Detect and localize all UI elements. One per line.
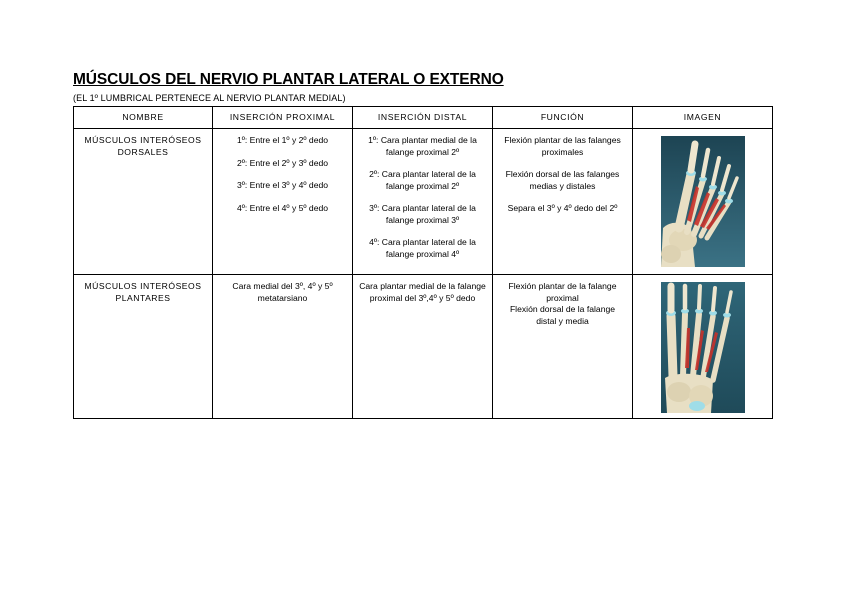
list-item: Separa el 3º y 4º dedo del 2º xyxy=(507,203,618,213)
foot-plantar-interossei-image xyxy=(661,282,745,413)
list-item: Flexión plantar de la falange proximal xyxy=(508,281,617,303)
list-item: 3º: Cara plantar lateral de la falange proximal 3º xyxy=(369,203,476,225)
foot-dorsal-interossei-image xyxy=(661,136,745,267)
list-item: Cara plantar medial de la falange proximal del 3º,4º y 5º dedo xyxy=(359,281,486,303)
muscle-name-line: MÚSCULOS INTERÓSEOS xyxy=(84,281,202,291)
column-header-nombre: NOMBRE xyxy=(74,107,213,129)
cell-imagen xyxy=(633,275,773,419)
muscle-name-line: PLANTARES xyxy=(115,292,171,303)
muscle-name-line: MÚSCULOS INTERÓSEOS xyxy=(84,135,202,145)
table-header-row xyxy=(74,107,773,129)
list-item: 4º: Cara plantar lateral de la falange proximal 4º xyxy=(369,237,476,259)
list-item: 1º: Cara plantar medial de la falange proximal 2º xyxy=(368,135,477,157)
cell-funcion xyxy=(493,129,633,275)
list-item: 1º: Entre el 1º y 2º dedo xyxy=(236,135,329,145)
page-title: MÚSCULOS DEL NERVIO PLANTAR LATERAL O EXTERNO xyxy=(73,71,504,88)
list-item: Cara medial del 3º, 4º y 5º metatarsiano xyxy=(232,281,333,303)
list-item: Flexión dorsal de la falange distal y media xyxy=(509,304,616,326)
list-item: Flexión dorsal de las falanges medias y distales xyxy=(505,169,620,191)
table-row xyxy=(74,129,773,275)
list-item: Flexión plantar de las falanges proximales xyxy=(504,135,621,157)
cell-funcion xyxy=(493,275,633,419)
cell-insercion-proximal xyxy=(213,129,353,275)
cell-imagen xyxy=(633,129,773,275)
table-row xyxy=(74,275,773,419)
cell-insercion-proximal xyxy=(213,275,353,419)
muscle-name-line: DORSALES xyxy=(117,146,169,157)
list-item: 4º: Entre el 4º y 5º dedo xyxy=(236,202,329,213)
muscles-table xyxy=(73,106,773,419)
list-item: 3º: Entre el 3º y 4º dedo xyxy=(236,180,329,190)
cell-insercion-distal xyxy=(353,275,493,419)
list-item: 2º: Cara plantar lateral de la falange proximal 2º xyxy=(369,169,476,191)
list-item: 2º: Entre el 2º y 3º dedo xyxy=(236,157,329,168)
column-header-funcion: FUNCIÓN xyxy=(493,107,633,129)
cell-nombre xyxy=(74,129,213,275)
cell-nombre xyxy=(74,275,213,419)
page-subtitle: (EL 1º LUMBRICAL PERTENECE AL NERVIO PLANTAR MEDIAL) xyxy=(73,93,346,103)
column-header-insercion-proximal: INSERCIÓN PROXIMAL xyxy=(213,107,353,129)
column-header-imagen: IMAGEN xyxy=(633,107,773,129)
column-header-insercion-distal: INSERCIÓN DISTAL xyxy=(353,107,493,129)
cell-insercion-distal xyxy=(353,129,493,275)
